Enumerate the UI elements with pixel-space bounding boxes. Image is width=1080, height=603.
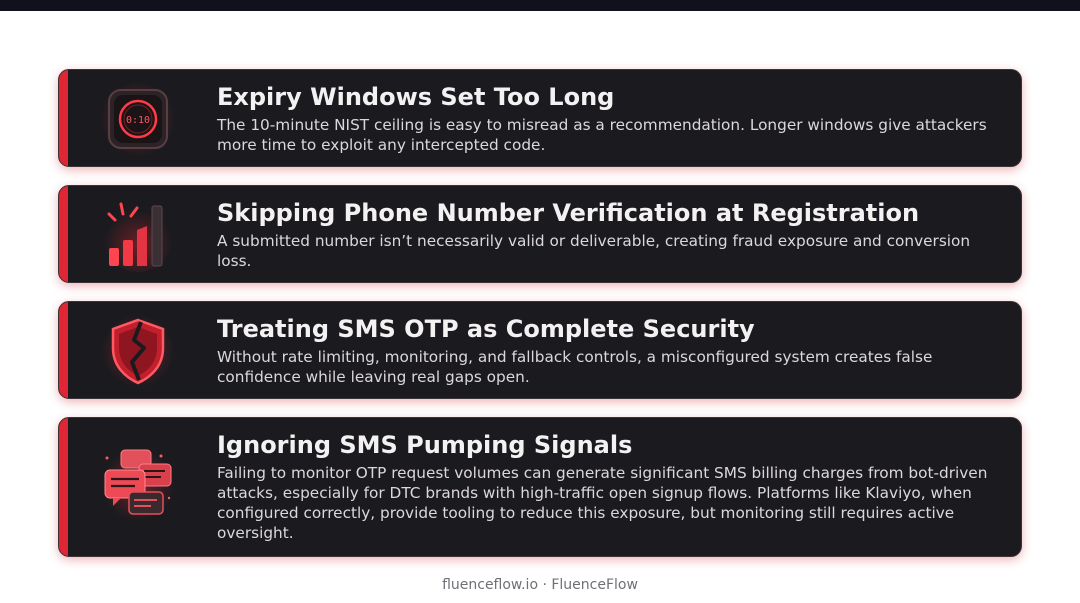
broken-shield-icon <box>101 314 175 388</box>
card-expiry-windows <box>58 69 1022 167</box>
card-title: Skipping Phone Number Verification at Registration <box>217 199 920 227</box>
card-accent-bar <box>59 302 68 398</box>
top-bar <box>0 0 1080 11</box>
card-phone-verification <box>58 185 1022 283</box>
card-description: Without rate limiting, monitoring, and fallback controls, a misconfigured system creates false confidence while leaving real gaps open. <box>217 348 933 386</box>
card-description: Failing to monitor OTP request volumes can generate significant SMS billing charges from bot-driven attacks, especially for DTC brands with high-traffic open signup flows. Platforms like Klaviyo, when configured correctly, provide tooling to reduce this exposure, but monitoring still requires active oversight. <box>217 464 988 542</box>
card-title: Ignoring SMS Pumping Signals <box>217 431 633 459</box>
footer-credit: fluenceflow.io · FluenceFlow <box>442 577 638 593</box>
card-description: A submitted number isn’t necessarily valid or deliverable, creating fraud exposure and conversion loss. <box>217 232 971 270</box>
card-sms-otp-security <box>58 301 1022 399</box>
card-title: Treating SMS OTP as Complete Security <box>217 315 755 343</box>
card-accent-bar <box>59 418 68 556</box>
timer-icon-text: 0:10 <box>125 115 151 126</box>
card-title: Expiry Windows Set Too Long <box>217 83 615 111</box>
card-accent-bar <box>59 70 68 166</box>
card-accent-bar <box>59 186 68 282</box>
card-sms-pumping <box>58 417 1022 557</box>
card-description: The 10-minute NIST ceiling is easy to misread as a recommendation. Longer windows give attackers more time to exploit any intercepted code. <box>217 116 987 154</box>
chat-bubbles-icon <box>101 448 175 522</box>
timer-icon <box>101 82 175 156</box>
signal-bars-icon <box>101 198 175 272</box>
